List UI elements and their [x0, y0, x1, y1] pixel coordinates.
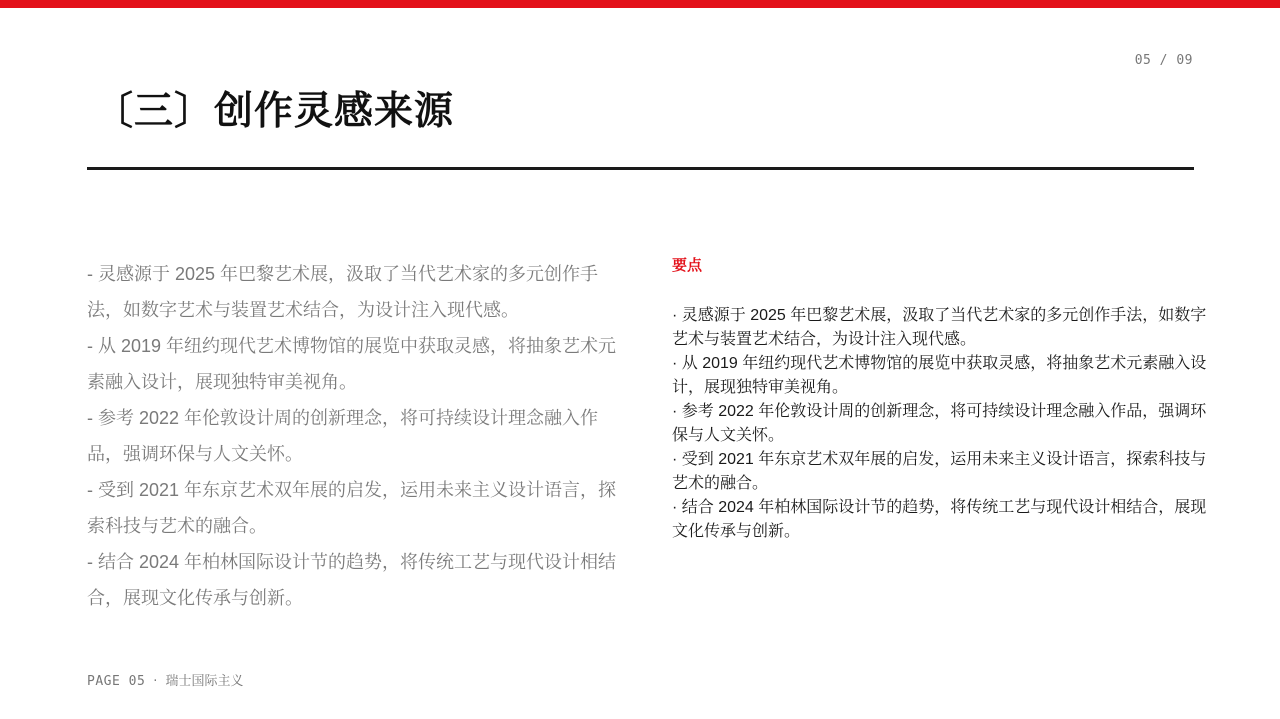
page-counter: 05 / 09 [1134, 53, 1193, 68]
key-points-panel [672, 254, 1212, 540]
key-point-item: · 结合 2024 年柏林国际设计节的趋势，将传统工艺与现代设计相结合，展现文化传承与创新。 [672, 499, 1207, 540]
list-item: - 参考 2022 年伦敦设计周的创新理念，将可持续设计理念融入作品，强调环保与人文关怀。 [87, 408, 599, 464]
top-accent-bar [0, 0, 1280, 8]
list-item: - 受到 2021 年东京艺术双年展的启发，运用未来主义设计语言，探索科技与艺术的融合。 [87, 480, 617, 536]
list-item: - 结合 2024 年柏林国际设计节的趋势，将传统工艺与现代设计相结合，展现文化传承与创新。 [87, 552, 617, 608]
key-point-item: · 从 2019 年纽约现代艺术博物馆的展览中获取灵感，将抽象艺术元素融入设计，展现独特审美视角。 [672, 355, 1207, 396]
footer-brand: 瑞士国际主义 [165, 674, 244, 689]
left-content-column [87, 256, 617, 616]
list-item: - 灵感源于 2025 年巴黎艺术展，汲取了当代艺术家的多元创作手法，如数字艺术与装置艺术结合，为设计注入现代感。 [87, 264, 599, 320]
list-item: - 从 2019 年纽约现代艺术博物馆的展览中获取灵感，将抽象艺术元素融入设计，展现独特审美视角。 [87, 336, 617, 392]
footer-separator: · [153, 674, 158, 689]
title-divider [87, 167, 1194, 170]
footer-page-label: PAGE 05 [87, 674, 146, 689]
key-point-item: · 参考 2022 年伦敦设计周的创新理念，将可持续设计理念融入作品，强调环保与人文关怀。 [672, 403, 1207, 444]
key-points-heading: 要点 [672, 256, 703, 274]
key-point-item: · 灵感源于 2025 年巴黎艺术展，汲取了当代艺术家的多元创作手法，如数字艺术与装置艺术结合，为设计注入现代感。 [672, 307, 1207, 348]
footer [87, 670, 243, 689]
key-points-list [672, 304, 1212, 544]
page-title: 〔三〕创作灵感来源 [94, 89, 455, 134]
key-point-item: · 受到 2021 年东京艺术双年展的启发，运用未来主义设计语言，探索科技与艺术的融合。 [672, 451, 1207, 492]
